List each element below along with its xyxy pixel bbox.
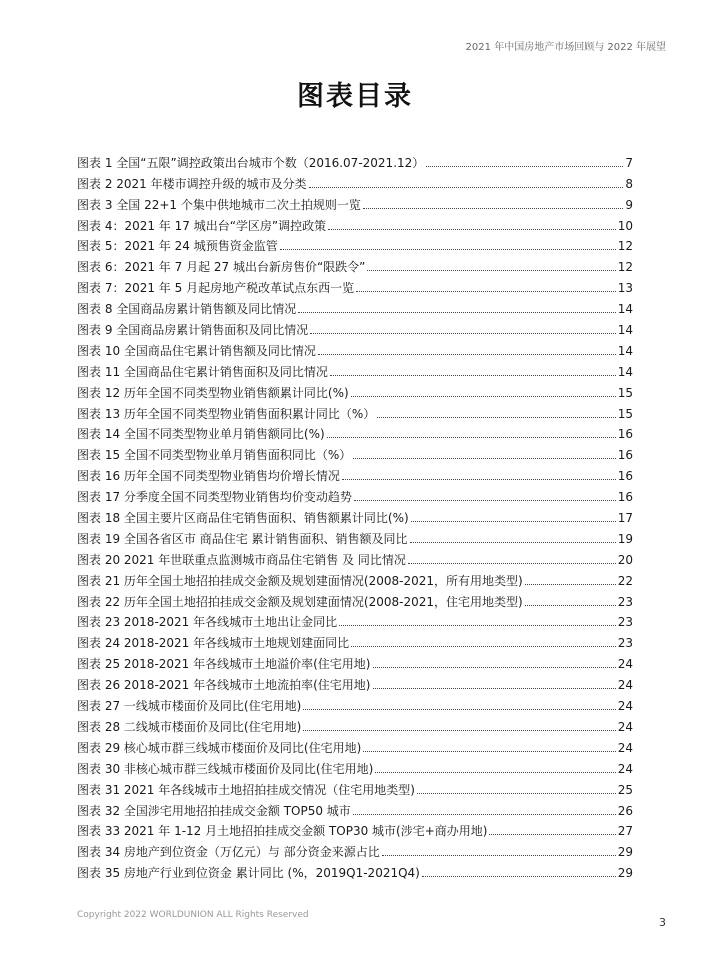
toc-entry-page: 17 xyxy=(617,511,633,526)
toc-entry-page: 19 xyxy=(617,531,633,546)
toc-entry-page: 29 xyxy=(617,866,633,881)
toc-entry[interactable] xyxy=(77,359,633,380)
toc-entry[interactable] xyxy=(77,338,633,359)
dot-leader xyxy=(373,688,616,689)
dot-leader xyxy=(327,437,616,438)
toc-entry[interactable] xyxy=(77,213,633,234)
toc-entry-page: 26 xyxy=(617,803,633,818)
toc-entry[interactable] xyxy=(77,192,633,213)
toc-entry[interactable] xyxy=(77,568,633,589)
dot-leader xyxy=(411,521,616,522)
toc-entry-label: 图表 8 全国商品房累计销售额及同比情况 xyxy=(77,302,297,317)
toc-entry-label: 图表 19 全国各省区市 商品住宅 累计销售面积、销售额及同比 xyxy=(77,531,408,546)
toc-entry-page: 24 xyxy=(617,719,633,734)
toc-entry-page: 25 xyxy=(617,782,633,797)
dot-leader xyxy=(426,166,623,167)
dot-leader xyxy=(310,333,615,334)
toc-entry-page: 10 xyxy=(617,218,633,233)
toc-entry[interactable] xyxy=(77,317,633,338)
toc-entry-label: 图表 26 2018-2021 年各线城市土地流拍率(住宅用地) xyxy=(77,678,371,693)
toc-entry[interactable] xyxy=(77,150,633,171)
dot-leader xyxy=(489,834,615,835)
toc-entry-page: 9 xyxy=(625,197,633,212)
toc-entry-label: 图表 24 2018-2021 年各线城市土地规划建面同比 xyxy=(77,636,350,651)
toc-entry[interactable] xyxy=(77,401,633,422)
toc-entry-page: 16 xyxy=(617,448,633,463)
toc-entry-label: 图表 32 全国涉宅用地招拍挂成交金额 TOP50 城市 xyxy=(77,803,351,818)
toc-entry-label: 图表 2 2021 年楼市调控升级的城市及分类 xyxy=(77,176,307,191)
toc-entry[interactable] xyxy=(77,254,633,275)
dot-leader xyxy=(422,876,616,877)
toc-entry-page: 24 xyxy=(617,740,633,755)
dot-leader xyxy=(525,584,616,585)
toc-entry-label: 图表 35 房地产行业到位资金 累计同比 (%，2019Q1-2021Q4) xyxy=(77,866,420,881)
toc-entry-page: 14 xyxy=(617,343,633,358)
toc-entry[interactable] xyxy=(77,442,633,463)
toc-entry-label: 图表 4：2021 年 17 城出台“学区房”调控政策 xyxy=(77,218,327,233)
toc-entry-label: 图表 33 2021 年 1-12 月土地招拍挂成交金额 TOP30 城市(涉宅+商办用地) xyxy=(77,824,488,839)
toc-entry-page: 20 xyxy=(617,552,633,567)
toc-entry[interactable] xyxy=(77,484,633,505)
toc-entry[interactable] xyxy=(77,630,633,651)
toc-entry-label: 图表 10 全国商品住宅累计销售额及同比情况 xyxy=(77,343,316,358)
dot-leader xyxy=(339,625,616,626)
toc-entry-label: 图表 23 2018-2021 年各线城市土地出让金同比 xyxy=(77,615,338,630)
dot-leader xyxy=(298,312,615,313)
dot-leader xyxy=(280,249,616,250)
toc-entry[interactable] xyxy=(77,777,633,798)
toc-entry-label: 图表 9 全国商品房累计销售面积及同比情况 xyxy=(77,323,309,338)
toc-entry-page: 14 xyxy=(617,364,633,379)
toc-entry-page: 12 xyxy=(617,239,633,254)
toc-entry-label: 图表 29 核心城市群三线城市楼面价及同比(住宅用地) xyxy=(77,740,362,755)
dot-leader xyxy=(367,270,615,271)
toc-entry-label: 图表 6：2021 年 7 月起 27 城出台新房售价“限跌令” xyxy=(77,260,366,275)
dot-leader xyxy=(353,814,616,815)
dot-leader xyxy=(328,229,616,230)
toc-entry-label: 图表 12 历年全国不同类型物业销售额累计同比(%) xyxy=(77,385,349,400)
toc-entry-label: 图表 21 历年全国土地招拍挂成交金额及规划建面情况(2008-2021，所有用地类型) xyxy=(77,573,523,588)
toc-entry[interactable] xyxy=(77,296,633,317)
toc-entry-label: 图表 16 历年全国不同类型物业销售均价增长情况 xyxy=(77,469,340,484)
toc-entry[interactable] xyxy=(77,589,633,610)
toc-entry[interactable] xyxy=(77,860,633,881)
toc-entry[interactable] xyxy=(77,463,633,484)
copyright-footer: Copyright 2022 WORLDUNION ALL Rights Reserved xyxy=(77,910,309,920)
dot-leader xyxy=(410,542,616,543)
toc-entry[interactable] xyxy=(77,547,633,568)
dot-leader xyxy=(363,751,615,752)
toc-entry[interactable] xyxy=(77,672,633,693)
toc-entry[interactable] xyxy=(77,234,633,255)
table-of-figures xyxy=(77,150,633,881)
toc-entry-label: 图表 18 全国主要片区商品住宅销售面积、销售额累计同比(%) xyxy=(77,511,409,526)
toc-entry[interactable] xyxy=(77,756,633,777)
toc-entry[interactable] xyxy=(77,422,633,443)
toc-entry-page: 15 xyxy=(617,385,633,400)
toc-entry-page: 22 xyxy=(617,573,633,588)
toc-entry-label: 图表 17 分季度全国不同类型物业销售均价变动趋势 xyxy=(77,490,352,505)
dot-leader xyxy=(342,479,616,480)
toc-entry-page: 24 xyxy=(617,699,633,714)
toc-entry-label: 图表 14 全国不同类型物业单月销售额同比(%) xyxy=(77,427,325,442)
dot-leader xyxy=(351,646,616,647)
dot-leader xyxy=(356,291,616,292)
dot-leader xyxy=(525,605,616,606)
toc-entry-page: 8 xyxy=(625,176,633,191)
dot-leader xyxy=(377,417,615,418)
dot-leader xyxy=(373,667,616,668)
toc-entry[interactable] xyxy=(77,526,633,547)
toc-entry-label: 图表 25 2018-2021 年各线城市土地溢价率(住宅用地) xyxy=(77,657,371,672)
toc-entry[interactable] xyxy=(77,610,633,631)
toc-entry[interactable] xyxy=(77,275,633,296)
dot-leader xyxy=(408,563,616,564)
page-title: 图表目录 xyxy=(297,81,413,112)
dot-leader xyxy=(354,500,616,501)
toc-entry-label: 图表 7：2021 年 5 月起房地产税改革试点东西一览 xyxy=(77,281,355,296)
running-header: 2021 年中国房地产市场回顾与 2022 年展望 xyxy=(465,42,666,53)
dot-leader xyxy=(375,772,615,773)
toc-entry-label: 图表 11 全国商品住宅累计销售面积及同比情况 xyxy=(77,364,328,379)
toc-entry-page: 23 xyxy=(617,615,633,630)
toc-entry-page: 24 xyxy=(617,657,633,672)
dot-leader xyxy=(303,730,615,731)
toc-entry-label: 图表 22 历年全国土地招拍挂成交金额及规划建面情况(2008-2021，住宅用地类型) xyxy=(77,594,523,609)
toc-entry[interactable] xyxy=(77,714,633,735)
toc-entry[interactable] xyxy=(77,819,633,840)
toc-entry-label: 图表 34 房地产到位资金（万亿元）与 部分资金来源占比 xyxy=(77,845,380,860)
toc-entry-label: 图表 3 全国 22+1 个集中供地城市二次土拍规则一览 xyxy=(77,197,361,212)
toc-entry[interactable] xyxy=(77,693,633,714)
dot-leader xyxy=(363,208,624,209)
toc-entry-page: 13 xyxy=(617,281,633,296)
page-number: 3 xyxy=(659,916,666,929)
toc-entry-page: 15 xyxy=(617,406,633,421)
dot-leader xyxy=(382,855,616,856)
toc-entry[interactable] xyxy=(77,651,633,672)
toc-entry-label: 图表 15 全国不同类型物业单月销售面积同比（%） xyxy=(77,448,352,463)
dot-leader xyxy=(303,709,615,710)
toc-entry[interactable] xyxy=(77,735,633,756)
dot-leader xyxy=(417,793,616,794)
toc-entry-page: 16 xyxy=(617,427,633,442)
toc-entry-page: 16 xyxy=(617,469,633,484)
toc-entry-page: 24 xyxy=(617,761,633,776)
toc-entry-label: 图表 1 全国“五限”调控政策出台城市个数（2016.07-2021.12） xyxy=(77,155,425,170)
toc-entry[interactable] xyxy=(77,839,633,860)
toc-entry-page: 16 xyxy=(617,490,633,505)
toc-entry-label: 图表 30 非核心城市群三线城市楼面价及同比(住宅用地) xyxy=(77,761,374,776)
toc-entry-page: 14 xyxy=(617,323,633,338)
toc-entry-label: 图表 31 2021 年各线城市土地招拍挂成交情况（住宅用地类型) xyxy=(77,782,415,797)
toc-entry-page: 29 xyxy=(617,845,633,860)
toc-entry-label: 图表 28 二线城市楼面价及同比(住宅用地) xyxy=(77,719,302,734)
toc-entry-page: 12 xyxy=(617,260,633,275)
toc-entry-label: 图表 13 历年全国不同类型物业销售面积累计同比（%） xyxy=(77,406,376,421)
toc-entry-label: 图表 5：2021 年 24 城预售资金监管 xyxy=(77,239,278,254)
toc-entry-label: 图表 20 2021 年世联重点监测城市商品住宅销售 及 同比情况 xyxy=(77,552,406,567)
dot-leader xyxy=(353,458,615,459)
toc-entry[interactable] xyxy=(77,505,633,526)
toc-entry-page: 7 xyxy=(625,155,633,170)
dot-leader xyxy=(330,375,616,376)
dot-leader xyxy=(309,187,624,188)
toc-entry-page: 23 xyxy=(617,636,633,651)
toc-entry[interactable] xyxy=(77,798,633,819)
toc-entry-page: 27 xyxy=(617,824,633,839)
toc-entry-label: 图表 27 一线城市楼面价及同比(住宅用地) xyxy=(77,699,302,714)
toc-entry-page: 23 xyxy=(617,594,633,609)
dot-leader xyxy=(318,354,616,355)
dot-leader xyxy=(351,396,616,397)
toc-entry[interactable] xyxy=(77,171,633,192)
toc-entry[interactable] xyxy=(77,380,633,401)
toc-entry-page: 14 xyxy=(617,302,633,317)
toc-entry-page: 24 xyxy=(617,678,633,693)
